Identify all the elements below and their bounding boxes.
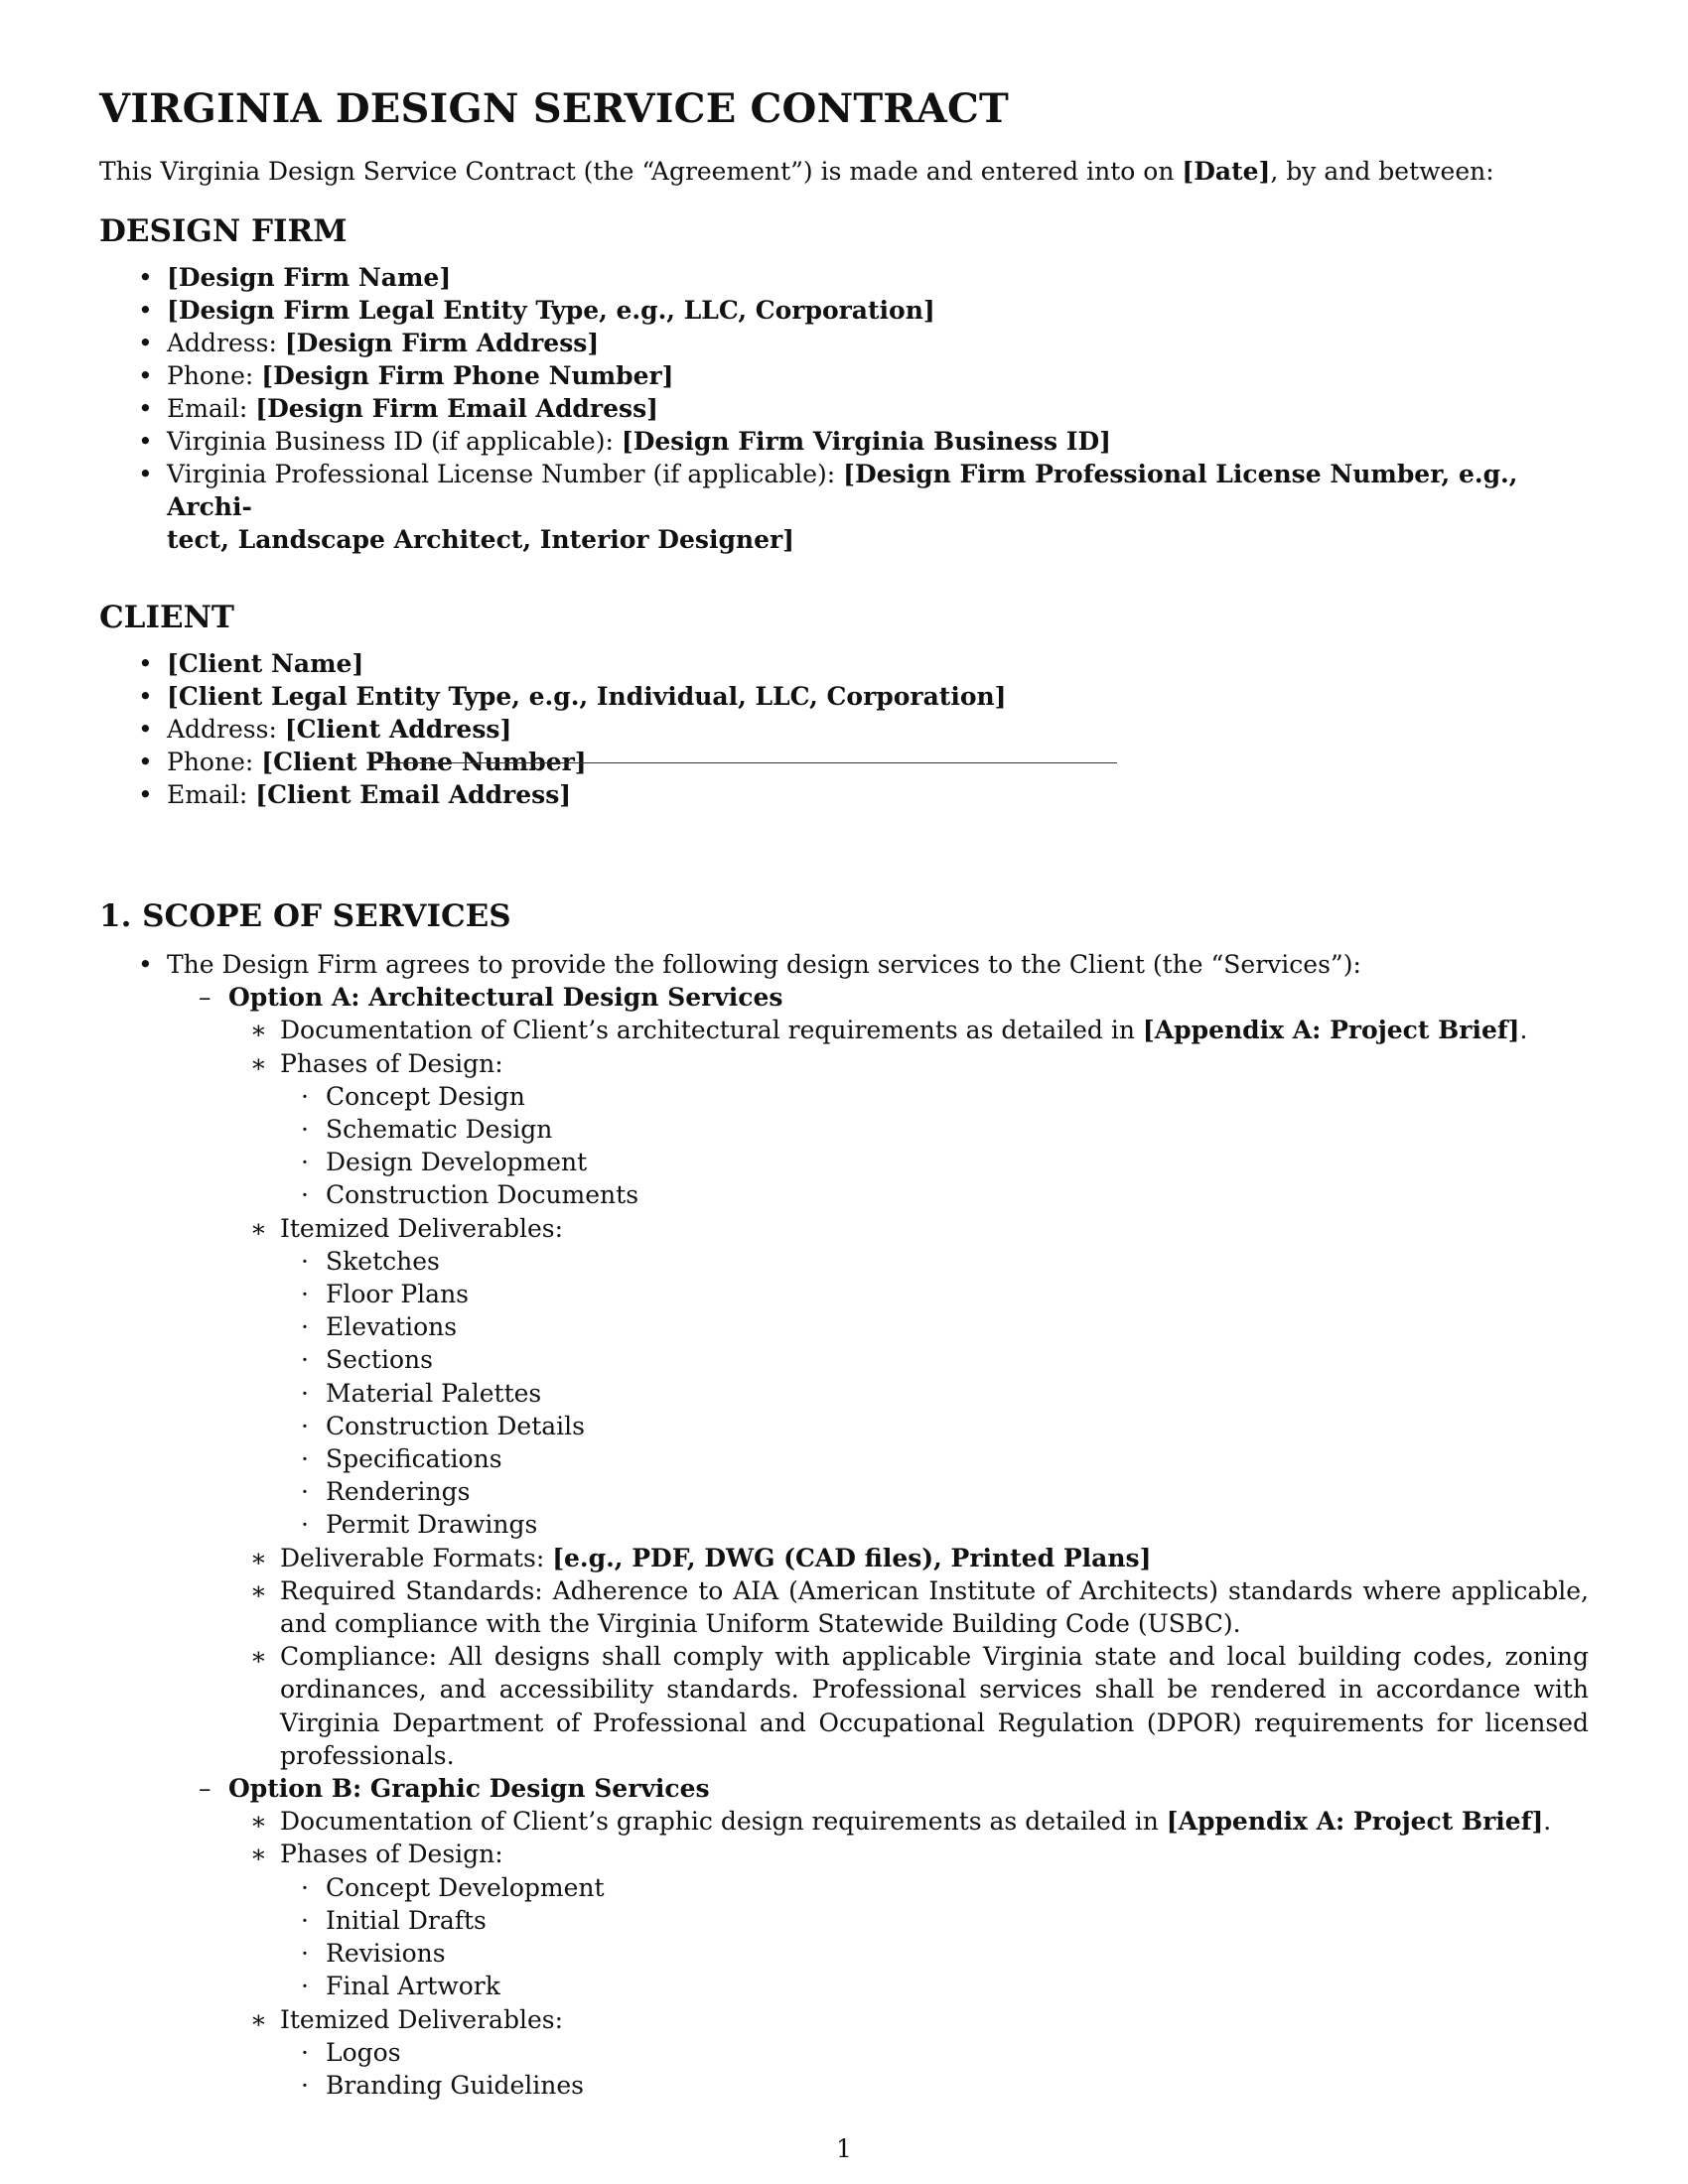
item-text: Documentation of Client’s graphic design requirements as detailed in xyxy=(280,1807,1167,1837)
item-text: Construction Details xyxy=(326,1411,585,1440)
option-a: – Option A: Architectural Design Services xyxy=(199,983,783,1013)
client-name-placeholder: [Client Name] xyxy=(167,649,364,678)
field-label: Address: xyxy=(167,329,285,357)
list-item: • [Client Name] xyxy=(138,649,364,678)
item-text: Schematic Design xyxy=(326,1115,553,1145)
item-text: Construction Documents xyxy=(326,1180,639,1210)
list-item: · Permit Drawings xyxy=(301,1510,538,1540)
item-text: Revisions xyxy=(326,1939,446,1969)
design-firm-heading: DESIGN FIRM xyxy=(99,213,348,249)
list-item: • Phone: [Client Phone Number] xyxy=(138,748,587,776)
option-a-deliverables xyxy=(99,1245,1589,1542)
list-item: • Address: [Client Address] xyxy=(138,715,512,744)
document-page xyxy=(99,85,1589,853)
phases-label: Phases of Design: xyxy=(280,1048,503,1078)
item-text: Design Development xyxy=(326,1148,588,1177)
list-item: · Concept Design xyxy=(301,1081,525,1111)
list-item: · Revisions xyxy=(301,1939,446,1969)
list-item: · Schematic Design xyxy=(301,1115,553,1145)
phases-label: Phases of Design: xyxy=(280,1840,503,1869)
list-item: · Sketches xyxy=(301,1246,440,1276)
deliverables-label: Itemized Deliverables: xyxy=(280,1213,563,1243)
list-item: • The Design Firm agrees to provide the following design services to the Client (the “Services”): xyxy=(138,950,1361,979)
scope-lead: The Design Firm agrees to provide the following design services to the Client (the “Services”): xyxy=(167,950,1361,979)
scope-heading: 1. SCOPE OF SERVICES xyxy=(99,898,511,934)
list-item: • Phone: [Design Firm Phone Number] xyxy=(138,361,674,390)
field-label: Virginia Business ID (if applicable): xyxy=(167,427,622,456)
list-item: · Branding Guidelines xyxy=(301,2070,584,2100)
option-a-phases xyxy=(99,1080,1589,1212)
list-item: ∗ Itemized Deliverables: xyxy=(250,1213,563,1243)
firm-entity-placeholder: [Design Firm Legal Entity Type, e.g., LLC, Corporation] xyxy=(167,296,935,325)
list-item: · Design Development xyxy=(301,1148,588,1177)
list-item: ∗ Deliverable Formats: [e.g., PDF, DWG (CAD files), Printed Plans] xyxy=(250,1543,1152,1572)
intro-paragraph xyxy=(99,155,1589,188)
list-item: · Renderings xyxy=(301,1477,471,1507)
list-item: · Floor Plans xyxy=(301,1280,469,1309)
firm-address-placeholder: [Design Firm Address] xyxy=(284,329,600,357)
list-item: ∗ Phases of Design: xyxy=(250,1048,503,1078)
item-text: Initial Drafts xyxy=(326,1905,487,1935)
item-text: Material Palettes xyxy=(326,1378,542,1408)
option-b-deliverables xyxy=(99,2036,1589,2102)
item-text: Specifications xyxy=(326,1444,502,1474)
item-text: Final Artwork xyxy=(326,1972,500,2001)
list-item: • Virginia Business ID (if applicable): [Design Firm Virginia Business ID] xyxy=(138,427,1111,456)
item-text: Sections xyxy=(326,1345,433,1375)
compliance-text: Compliance: All designs shall comply with applicable Virginia state and local building codes, zoning ordinances, and accessibility standards. Professional services shall be rendered in accordance with Virginia Department of Professional and Occupational Regulation (DPOR) requirements for licensed professionals. xyxy=(280,1642,1589,1770)
appendix-ref: [Appendix A: Project Brief] xyxy=(1166,1807,1544,1837)
firm-license-placeholder: [Design Firm Professional License Number, e.g., Archi- xyxy=(167,460,1518,521)
item-text: Sketches xyxy=(326,1246,440,1276)
client-entity-placeholder: [Client Legal Entity Type, e.g., Individual, LLC, Corporation] xyxy=(167,682,1007,711)
contract-title: VIRGINIA DESIGN SERVICE CONTRACT xyxy=(99,85,1009,132)
list-item: · Material Palettes xyxy=(301,1378,542,1408)
deliverables-label: Itemized Deliverables: xyxy=(280,2004,563,2034)
list-item: • [Design Firm Legal Entity Type, e.g., LLC, Corporation] xyxy=(138,296,935,325)
option-b-phases xyxy=(99,1871,1589,2003)
list-item: · Specifications xyxy=(301,1444,502,1474)
field-label: Phone: xyxy=(167,748,262,776)
item-text: Floor Plans xyxy=(326,1280,469,1309)
firm-phone-placeholder: [Design Firm Phone Number] xyxy=(261,361,674,390)
item-text: Concept Development xyxy=(326,1872,605,1902)
field-label: Address: xyxy=(167,715,285,744)
list-item: · Concept Development xyxy=(301,1872,605,1902)
list-item: ∗ Documentation of Client’s architectural requirements as detailed in [Appendix A: Project Brief]. xyxy=(250,1016,1528,1045)
formats-label: Deliverable Formats: xyxy=(280,1543,553,1572)
item-text: Concept Design xyxy=(326,1081,525,1111)
list-item: · Final Artwork xyxy=(301,1972,500,2001)
scope-section xyxy=(99,896,1589,2102)
client-list xyxy=(99,647,1589,811)
field-label: Email: xyxy=(167,394,256,423)
appendix-ref: [Appendix A: Project Brief] xyxy=(1142,1016,1520,1045)
item-text: . xyxy=(1519,1016,1528,1045)
scope-list xyxy=(99,948,1589,2102)
item-text: . xyxy=(1543,1807,1552,1837)
list-item: • Email: [Design Firm Email Address] xyxy=(138,394,658,423)
item-text: Elevations xyxy=(326,1312,458,1342)
intro-text-end: , by and between: xyxy=(1270,157,1494,186)
intro-text: This Virginia Design Service Contract (the “Agreement”) is made and entered into on xyxy=(99,157,1183,186)
list-item: ∗ Required Standards: Adherence to AIA (American Institute of Architects) standards where applicable, and compliance with the Virginia Uniform Statewide Building Code (USBC). xyxy=(250,1575,1589,1639)
formats-placeholder: [e.g., PDF, DWG (CAD files), Printed Plans] xyxy=(552,1543,1152,1572)
item-text: Renderings xyxy=(326,1477,471,1507)
item-text: Branding Guidelines xyxy=(326,2070,584,2100)
client-heading: CLIENT xyxy=(99,600,235,635)
item-text: Permit Drawings xyxy=(326,1510,538,1540)
client-phone-placeholder: [Client Phone Number] xyxy=(261,748,587,776)
date-placeholder: [Date] xyxy=(1182,157,1271,186)
list-item: ∗ Documentation of Client’s graphic design requirements as detailed in [Appendix A: Project Brief]. xyxy=(250,1807,1552,1837)
list-item: • [Client Legal Entity Type, e.g., Individual, LLC, Corporation] xyxy=(138,682,1007,711)
option-b-title: Option B: Graphic Design Services xyxy=(228,1774,710,1804)
list-item: • [Design Firm Name] xyxy=(138,263,452,292)
list-item: · Construction Details xyxy=(301,1411,585,1440)
firm-name-placeholder: [Design Firm Name] xyxy=(167,263,452,292)
firm-email-placeholder: [Design Firm Email Address] xyxy=(255,394,658,423)
item-text: Logos xyxy=(326,2037,401,2067)
list-item: ∗ Itemized Deliverables: xyxy=(250,2004,563,2034)
list-item: · Construction Documents xyxy=(301,1180,639,1210)
item-text: Documentation of Client’s architectural requirements as detailed in xyxy=(280,1016,1143,1045)
list-item: • Address: [Design Firm Address] xyxy=(138,329,600,357)
option-b: – Option B: Graphic Design Services xyxy=(199,1774,710,1804)
list-item: ∗ Phases of Design: xyxy=(250,1840,503,1869)
field-label: Email: xyxy=(167,780,256,809)
firm-business-id-placeholder: [Design Firm Virginia Business ID] xyxy=(621,427,1111,456)
list-item: • Virginia Professional License Number (if applicable): [Design Firm Professional License Number, e.g., Archi- tect, Landscape Architect, Interior Designer] xyxy=(138,460,1518,554)
list-item: · Logos xyxy=(301,2037,401,2067)
list-item: • Email: [Client Email Address] xyxy=(138,780,572,809)
list-item: · Sections xyxy=(301,1345,433,1375)
firm-license-placeholder-cont: tect, Landscape Architect, Interior Designer] xyxy=(167,525,795,554)
field-label: Virginia Professional License Number (if applicable): xyxy=(167,460,844,488)
client-email-placeholder: [Client Email Address] xyxy=(255,780,572,809)
list-item: · Elevations xyxy=(301,1312,458,1342)
list-item: · Initial Drafts xyxy=(301,1905,487,1935)
list-item: ∗ Compliance: All designs shall comply with applicable Virginia state and local building codes, zoning ordinances, and accessibility standards. Professional services shall be rendered in accordance with Virginia Department of Professional and Occupational Regulation (DPOR) requirements for licensed professionals. xyxy=(250,1642,1589,1770)
design-firm-list xyxy=(99,261,1589,556)
section-divider xyxy=(372,762,1117,763)
option-a-title: Option A: Architectural Design Services xyxy=(228,983,783,1013)
field-label: Phone: xyxy=(167,361,262,390)
page-number: 1 xyxy=(836,2134,852,2163)
client-address-placeholder: [Client Address] xyxy=(284,715,512,744)
standards-text: Required Standards: Adherence to AIA (American Institute of Architects) standards where applicable, and compliance with the Virginia Uniform Statewide Building Code (USBC). xyxy=(280,1575,1589,1639)
